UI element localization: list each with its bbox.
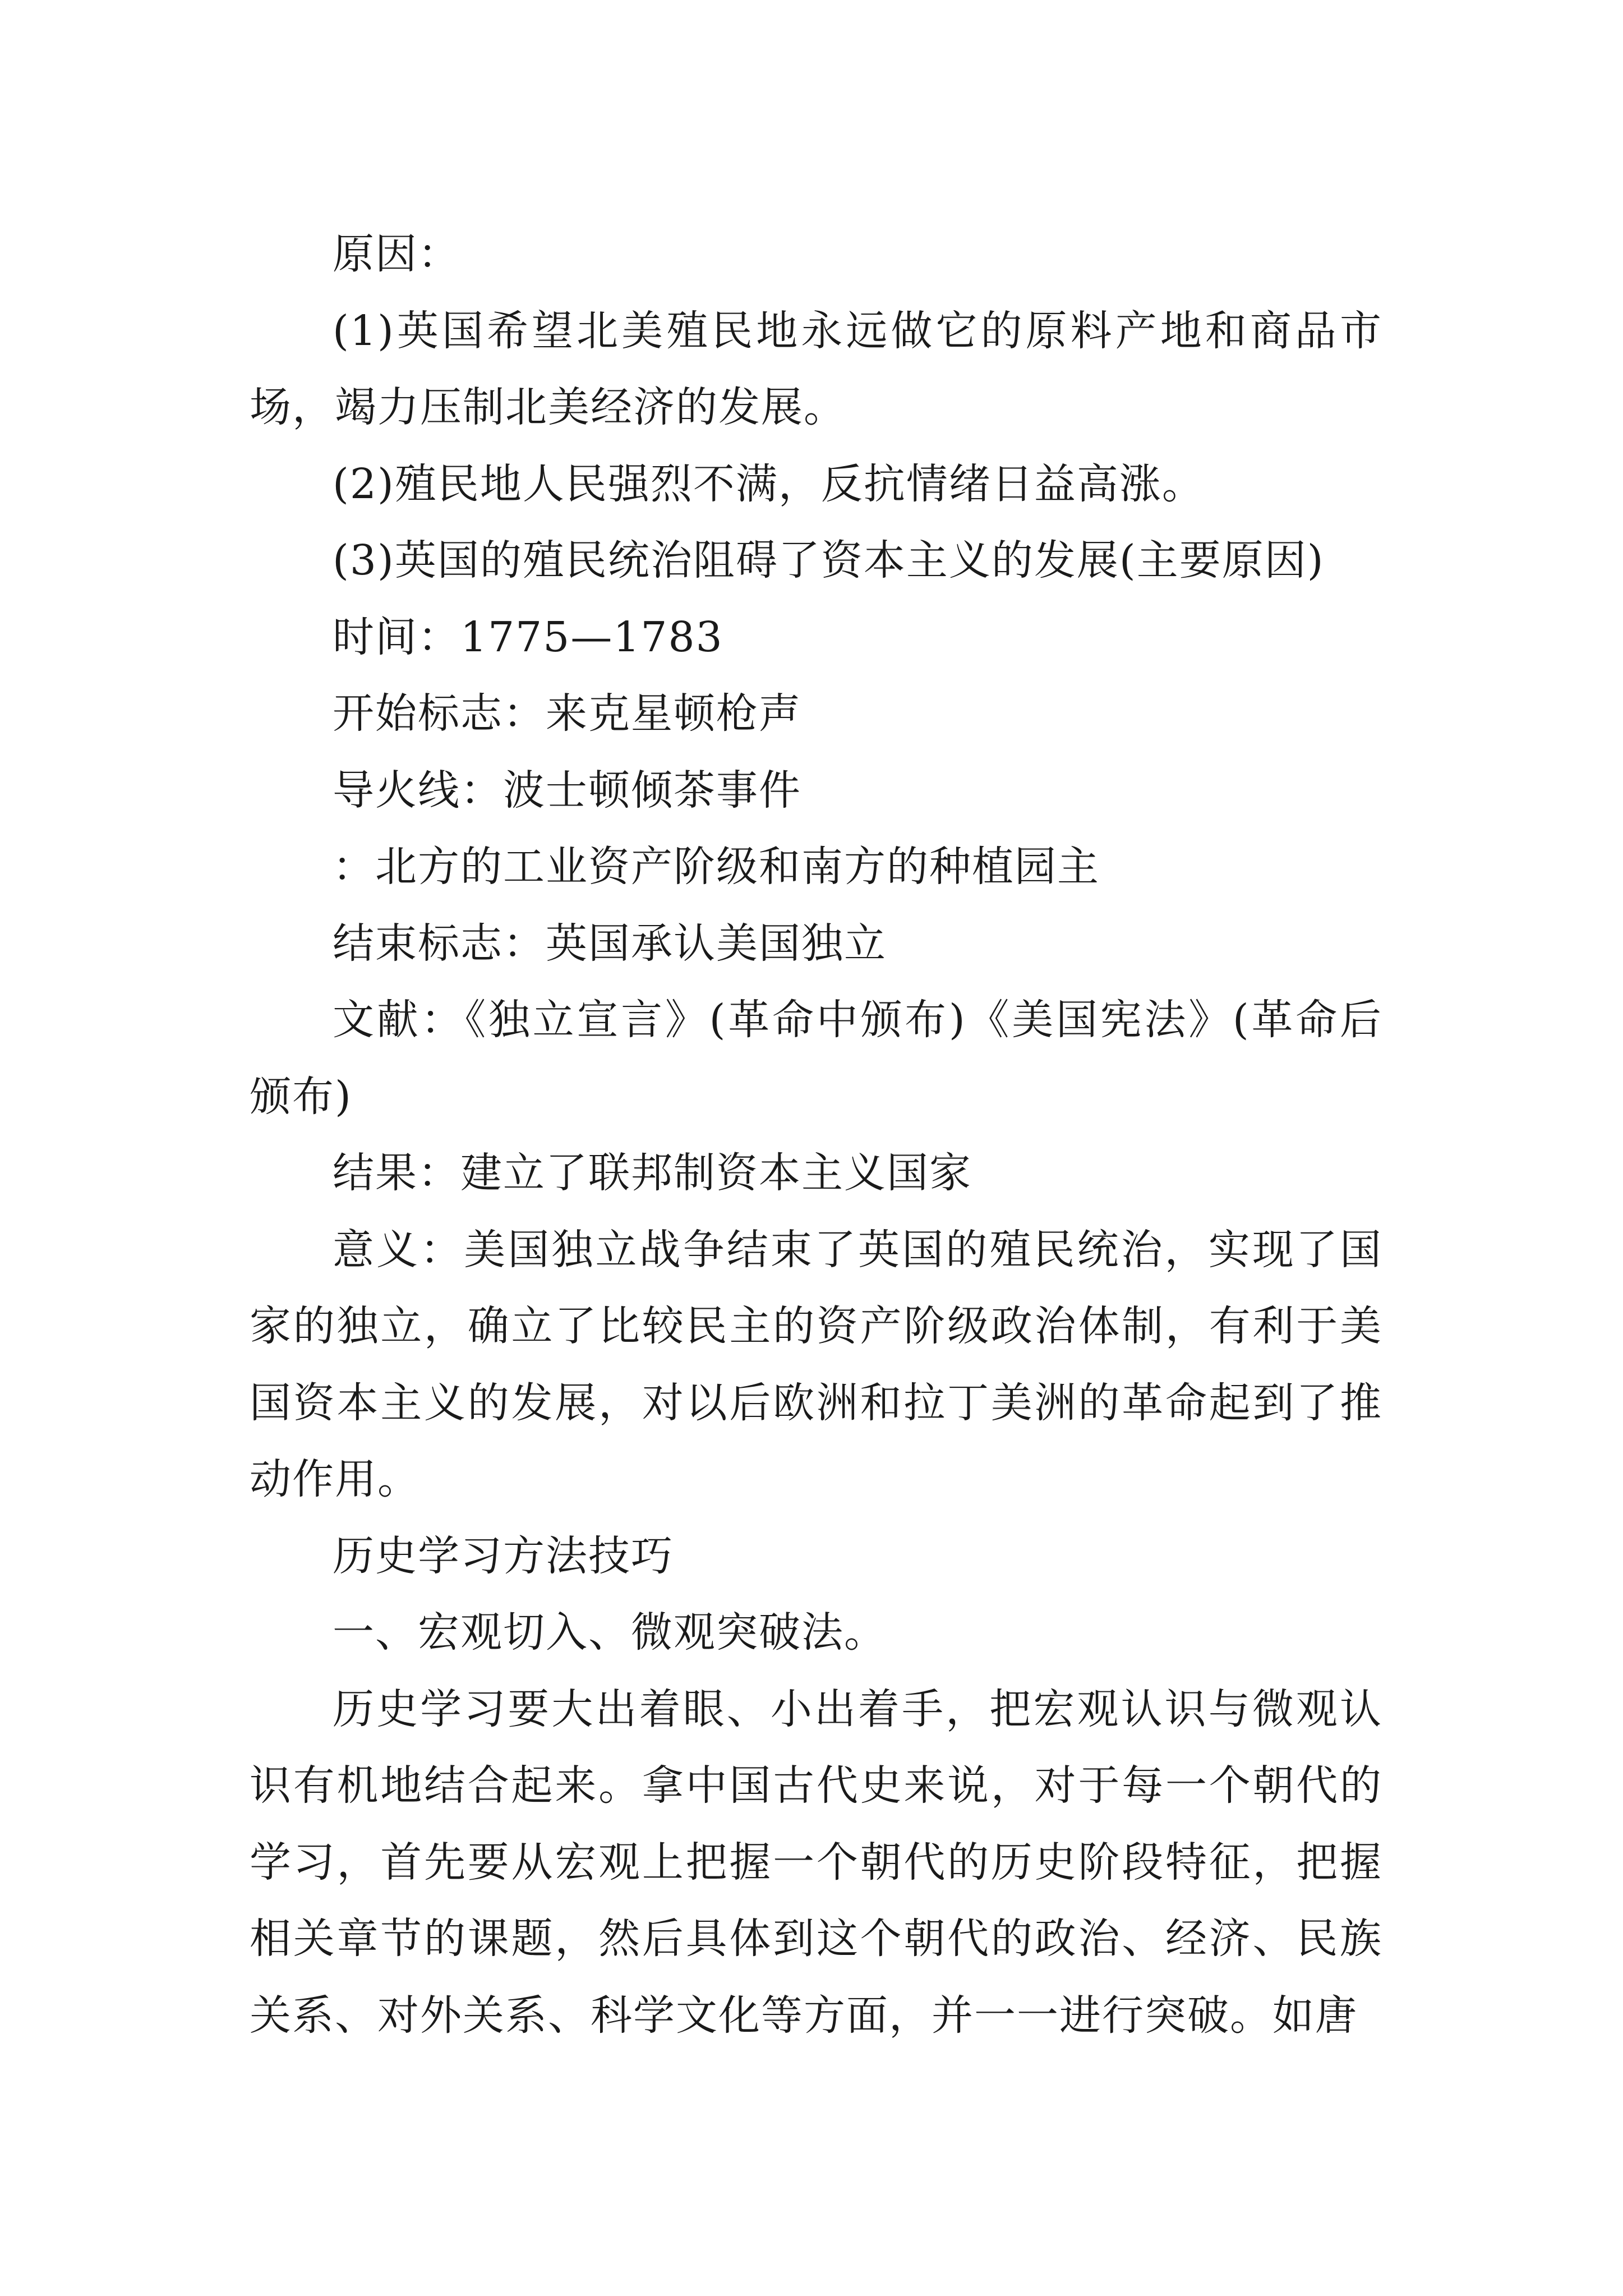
paragraph-method-1-title: 一、宏观切入、微观突破法。 <box>333 1608 887 1657</box>
paragraph-significance: 意义：美国独立战争结束了英国的殖民统治，实现了国家的独立，确立了比较民主的资产阶级政治体制，有利于美国资本主义的发展，对以后欧洲和拉丁美洲的革命起到了推动作用。 <box>250 1225 1382 1503</box>
paragraph-causes-heading: 原因： <box>333 230 460 278</box>
paragraph-cause-1: (1)英国希望北美殖民地永远做它的原料产地和商品市场，竭力压制北美经济的发展。 <box>250 306 1382 431</box>
paragraph-end-sign: 结束标志：英国承认美国独立 <box>333 919 887 968</box>
paragraph-trigger: 导火线：波士顿倾茶事件 <box>333 766 801 815</box>
paragraph-cause-3: (3)英国的殖民统治阻碍了资本主义的发展(主要原因) <box>333 536 1325 585</box>
paragraph-start-sign: 开始标志：来克星顿枪声 <box>333 689 801 738</box>
document-body <box>250 216 1382 2054</box>
paragraph-cause-2: (2)殖民地人民强烈不满，反抗情绪日益高涨。 <box>333 459 1205 508</box>
paragraph-leaders: ：北方的工业资产阶级和南方的种植园主 <box>333 843 1100 891</box>
paragraph-result: 结果：建立了联邦制资本主义国家 <box>333 1149 972 1197</box>
paragraph-method-1-body: 历史学习要大出着眼、小出着手，把宏观认识与微观认识有机地结合起来。拿中国古代史来说，对于每一个朝代的学习，首先要从宏观上把握一个朝代的历史阶段特征，把握相关章节的课题，然后具体到这个朝代的政治、经济、民族关系、对外关系、科学文化等方面，并一一进行突破。如唐 <box>250 1685 1382 2040</box>
paragraph-documents: 文献：《独立宣言》(革命中颁布)《美国宪法》(革命后颁布) <box>250 996 1382 1121</box>
paragraph-method-heading: 历史学习方法技巧 <box>333 1531 674 1580</box>
paragraph-time: 时间：1775—1783 <box>333 613 723 661</box>
